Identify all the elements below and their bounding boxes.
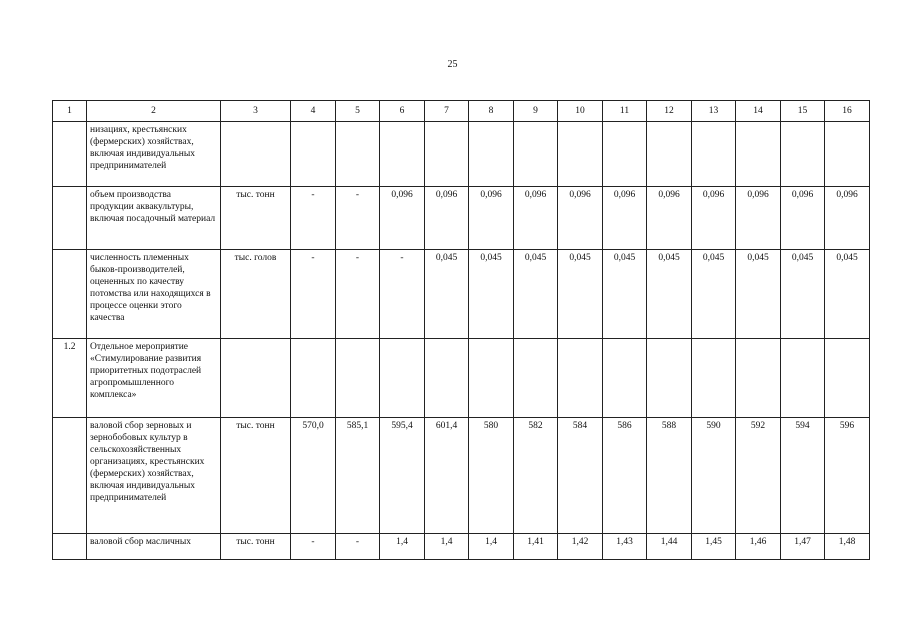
indicators-table [52,100,870,560]
value-cell: 594 [781,418,825,534]
value-cell [558,122,603,187]
value-cell: 0,096 [825,187,870,250]
value-cell [380,339,425,418]
value-cell: 586 [603,418,647,534]
value-cell: - [291,534,336,560]
value-cell: - [336,250,380,339]
column-header: 13 [692,101,736,122]
value-cell: - [291,187,336,250]
row-index: 1.2 [53,339,87,418]
value-cell: 1,48 [825,534,870,560]
value-cell: 595,4 [380,418,425,534]
value-cell [291,122,336,187]
value-cell: 580 [469,418,514,534]
value-cell: 1,46 [736,534,781,560]
value-cell: 1,42 [558,534,603,560]
table-row [53,187,870,250]
row-index [53,122,87,187]
unit-cell: тыс. голов [221,250,291,339]
value-cell: 0,096 [514,187,558,250]
value-cell [469,122,514,187]
value-cell: 0,096 [736,187,781,250]
value-cell: 0,096 [603,187,647,250]
value-cell: 590 [692,418,736,534]
value-cell: 596 [825,418,870,534]
unit-cell [221,122,291,187]
row-index [53,534,87,560]
table-row [53,534,870,560]
value-cell: 0,045 [736,250,781,339]
value-cell: - [336,187,380,250]
table-row [53,250,870,339]
value-cell [336,122,380,187]
table-row [53,418,870,534]
value-cell [603,339,647,418]
value-cell: - [291,250,336,339]
value-cell: 0,045 [514,250,558,339]
column-header: 16 [825,101,870,122]
value-cell: 592 [736,418,781,534]
value-cell: 0,096 [380,187,425,250]
unit-cell [221,339,291,418]
indicator-name: объем производства продукции аквакультуры, включая посадочный материал [87,187,221,250]
column-header: 9 [514,101,558,122]
column-header: 3 [221,101,291,122]
value-cell [647,122,692,187]
column-header: 2 [87,101,221,122]
value-cell [825,339,870,418]
value-cell [781,122,825,187]
indicator-name: низациях, крестьянских (фермерских) хозяйствах, включая индивидуальных предпринимателей [87,122,221,187]
value-cell: 1,45 [692,534,736,560]
value-cell: 601,4 [425,418,469,534]
value-cell: 0,045 [647,250,692,339]
value-cell [514,339,558,418]
column-header: 10 [558,101,603,122]
value-cell: 1,4 [380,534,425,560]
table-row [53,122,870,187]
value-cell [825,122,870,187]
value-cell [336,339,380,418]
value-cell: 0,096 [469,187,514,250]
indicator-name: валовой сбор зерновых и зернобобовых культур в сельскохозяйственных организациях, крестьянских (фермерских) хозяйствах, включая индивидуальных предпринимателей [87,418,221,534]
value-cell [736,122,781,187]
indicator-name: валовой сбор масличных [87,534,221,560]
column-header: 14 [736,101,781,122]
value-cell [603,122,647,187]
column-header: 7 [425,101,469,122]
column-header: 11 [603,101,647,122]
value-cell: 0,045 [603,250,647,339]
column-header: 4 [291,101,336,122]
value-cell: 1,43 [603,534,647,560]
row-index [53,187,87,250]
value-cell: - [380,250,425,339]
value-cell: 1,47 [781,534,825,560]
value-cell: 584 [558,418,603,534]
header-row [53,101,870,122]
table-row [53,339,870,418]
unit-cell: тыс. тонн [221,534,291,560]
value-cell: 0,045 [469,250,514,339]
value-cell [469,339,514,418]
value-cell: 588 [647,418,692,534]
value-cell: 0,096 [558,187,603,250]
value-cell: 570,0 [291,418,336,534]
column-header: 12 [647,101,692,122]
value-cell: 0,045 [558,250,603,339]
row-index [53,418,87,534]
value-cell: 585,1 [336,418,380,534]
column-header: 8 [469,101,514,122]
value-cell: 0,045 [825,250,870,339]
row-index [53,250,87,339]
value-cell: 0,096 [692,187,736,250]
value-cell: 0,096 [647,187,692,250]
column-header: 6 [380,101,425,122]
value-cell: 1,44 [647,534,692,560]
value-cell: 0,096 [425,187,469,250]
column-header: 5 [336,101,380,122]
value-cell [291,339,336,418]
value-cell [425,122,469,187]
indicator-name: Отдельное мероприятие «Стимулирование развития приоритетных подотраслей агропромышленного комплекса» [87,339,221,418]
value-cell [781,339,825,418]
value-cell [514,122,558,187]
value-cell [736,339,781,418]
value-cell: 0,096 [781,187,825,250]
value-cell: 1,4 [469,534,514,560]
value-cell: 0,045 [781,250,825,339]
value-cell [558,339,603,418]
unit-cell: тыс. тонн [221,418,291,534]
value-cell [425,339,469,418]
value-cell: 1,4 [425,534,469,560]
value-cell: 1,41 [514,534,558,560]
column-header: 1 [53,101,87,122]
value-cell: - [336,534,380,560]
value-cell: 582 [514,418,558,534]
value-cell [692,339,736,418]
page-number: 25 [447,59,458,70]
value-cell [647,339,692,418]
value-cell: 0,045 [425,250,469,339]
value-cell: 0,045 [692,250,736,339]
column-header: 15 [781,101,825,122]
indicator-name: численность племенных быков-производителей, оцененных по качеству потомства или находящихся в процессе оценки этого качества [87,250,221,339]
unit-cell: тыс. тонн [221,187,291,250]
value-cell [692,122,736,187]
value-cell [380,122,425,187]
